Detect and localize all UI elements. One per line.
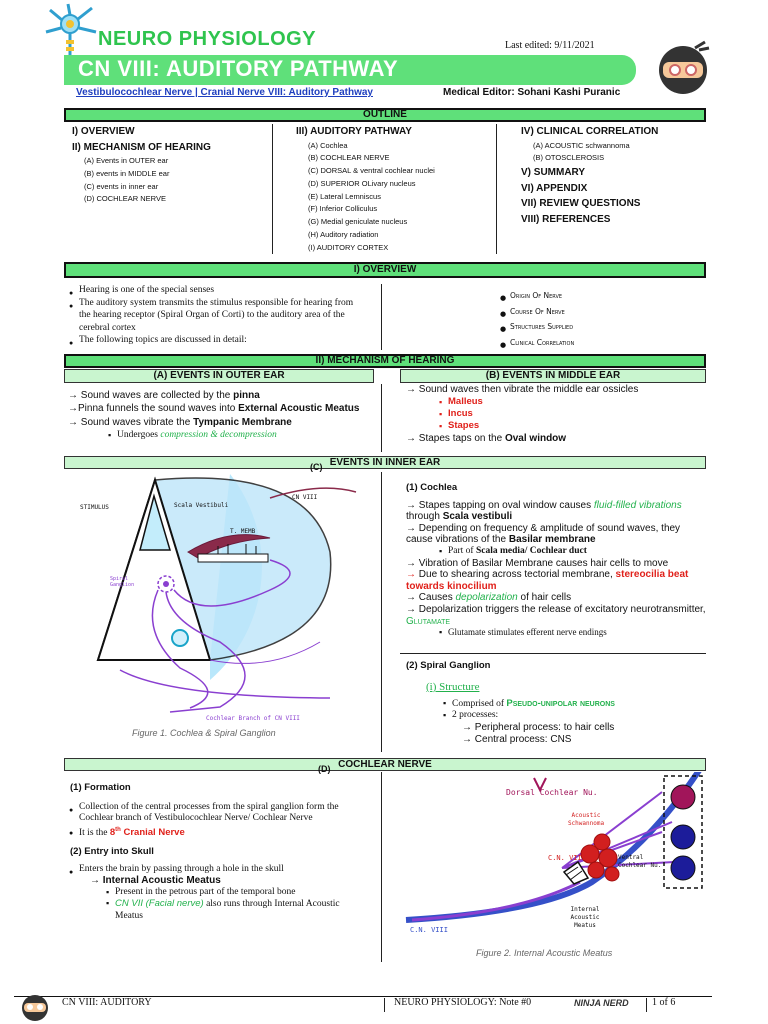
outline-item[interactable]: (C) events in inner ear bbox=[84, 181, 159, 191]
outline-heading-bar bbox=[64, 108, 706, 122]
brand-title: NEURO PHYSIOLOGY bbox=[98, 28, 317, 50]
inner-ear-prefix: (C) bbox=[310, 462, 323, 472]
outline-item[interactable]: V) SUMMARY bbox=[521, 167, 586, 179]
subtitle-link[interactable]: Vestibulocochlear Nerve | Cranial Nerve VIII: Auditory Pathway bbox=[76, 87, 373, 98]
topic-item: ● Origin Of Nerve bbox=[510, 288, 574, 304]
cochlea-line-3: → Vibration of Basilar Membrane causes hair cells to move bbox=[406, 557, 669, 569]
fig2-acoustic-label: Acoustic Schwannoma bbox=[567, 812, 605, 827]
ganglion-structure: (i) Structure bbox=[426, 680, 480, 693]
medical-editor: Medical Editor: Sohani Kashi Puranic bbox=[443, 87, 621, 98]
overview-item: ● The following topics are discussed in detail: bbox=[79, 334, 369, 347]
outline-item[interactable]: (A) ACOUSTIC schwannoma bbox=[533, 140, 630, 150]
outline-item[interactable]: (B) COCHLEAR NERVE bbox=[308, 153, 390, 163]
outline-col2 bbox=[296, 124, 492, 255]
cochlea-line-6-sub: ▪ Glutamate stimulates efferent nerve endings bbox=[448, 627, 748, 639]
fig1-stimulus-label: STIMULUS bbox=[80, 504, 109, 511]
fig1-branch-label: Cochlear Branch of CN VIII bbox=[206, 715, 300, 722]
mechanism-heading-bar bbox=[64, 354, 706, 368]
outline-item[interactable]: VIII) REFERENCES bbox=[521, 213, 611, 225]
ossicle-malleus: ▪ Malleus bbox=[448, 396, 748, 408]
outline-item[interactable]: (F) Inferior Colliculus bbox=[308, 204, 378, 214]
middle-line-2: → Stapes taps on the Oval window bbox=[406, 433, 567, 444]
outline-item[interactable]: IV) CLINICAL CORRELATION bbox=[521, 126, 659, 137]
entry-item-3: ▪ Present in the petrous part of the temporal bone bbox=[115, 887, 420, 899]
inner-ear-heading-bar bbox=[64, 456, 706, 469]
figure1-caption: Figure 1. Cochlea & Spiral Ganglion bbox=[132, 728, 276, 738]
formation-item-1: ● Collection of the central processes from the spiral ganglion form the Cochlear branch of Vestibulocochlear Nerve/ Cochlear Nerve bbox=[79, 802, 369, 825]
footer-logo: NINJA NERD bbox=[574, 998, 629, 1008]
outline-item[interactable]: (G) Medial geniculate nucleus bbox=[308, 217, 408, 227]
fig1-scala-label: Scala Vestibuli bbox=[174, 502, 229, 509]
fig1-cn-label: CN VIII bbox=[292, 494, 318, 501]
entry-item-4: ▪ CN VII (Facial nerve) also runs through Internal Acoustic Meatus bbox=[115, 898, 350, 922]
outline-col3 bbox=[521, 124, 711, 227]
footer-ninja-icon bbox=[18, 990, 52, 1022]
last-edited: Last edited: 9/11/2021 bbox=[505, 40, 595, 51]
iam-figure bbox=[402, 772, 706, 952]
outline-item[interactable]: (D) COCHLEAR NERVE bbox=[84, 194, 166, 204]
overview-item: ● The auditory system transmits the stimulus responsible for hearing from the hearing receptor (Spiral Organ of Corti) to the auditory area of the cerebral cortex bbox=[79, 297, 359, 335]
outline-item[interactable]: (C) DORSAL & ventral cochlear nuclei bbox=[308, 166, 435, 176]
cochlea-line-6: → Depolarization triggers the release of excitatory neurotransmitter, Glutamate bbox=[406, 603, 706, 627]
overview-heading: I) OVERVIEW bbox=[353, 264, 417, 275]
outline-item[interactable]: (B) events in MIDDLE ear bbox=[84, 168, 170, 178]
middle-line-1: → Sound waves then vibrate the middle ear ossicles bbox=[406, 384, 639, 395]
outer-line-1: → Sound waves are collected by the pinna bbox=[68, 390, 260, 401]
ossicle-stapes: ▪ Stapes bbox=[448, 420, 748, 432]
outline-item[interactable]: VI) APPENDIX bbox=[521, 182, 588, 194]
overview-topics bbox=[510, 288, 574, 350]
outline-item[interactable]: (I) AUDITORY CORTEX bbox=[308, 242, 389, 252]
title-bar bbox=[64, 55, 636, 85]
page-title: CN VIII: AUDITORY PATHWAY bbox=[78, 56, 399, 81]
outer-line-3: → Sound waves vibrate the Tympanic Membrane bbox=[68, 417, 292, 428]
entry-item-1: ● Enters the brain by passing through a hole in the skull bbox=[79, 864, 384, 876]
fig1-tmemb-label: T. MEMB bbox=[230, 528, 256, 535]
mechanism-heading: II) MECHANISM OF HEARING bbox=[315, 355, 455, 366]
outline-item[interactable]: II) MECHANISM OF HEARING bbox=[72, 141, 211, 153]
fig1-ganglion-label: Spiral Ganglion bbox=[110, 576, 135, 588]
outline-item[interactable]: (D) SUPERIOR OLivary nucleus bbox=[308, 178, 416, 188]
overview-list bbox=[79, 284, 369, 347]
outline-item[interactable]: (A) Events in OUTER ear bbox=[84, 156, 169, 165]
figure2-caption: Figure 2. Internal Acoustic Meatus bbox=[476, 948, 613, 958]
cochlea-line-5: → Causes depolarization of hair cells bbox=[406, 592, 572, 604]
footer-left: CN VIII: AUDITORY bbox=[62, 997, 152, 1008]
outline-heading: OUTLINE bbox=[363, 109, 407, 120]
entry-heading: (2) Entry into Skull bbox=[70, 846, 154, 858]
middle-ear-heading: (B) EVENTS IN MIDDLE EAR bbox=[485, 370, 621, 381]
formation-heading: (1) Formation bbox=[70, 782, 131, 793]
inner-ear-heading: EVENTS IN INNER EAR bbox=[329, 457, 441, 468]
cochlear-nerve-text bbox=[70, 782, 375, 922]
footer-mid: NEURO PHYSIOLOGY: Note #0 bbox=[394, 997, 532, 1008]
cochlea-figure bbox=[70, 472, 376, 732]
outline-item[interactable]: III) AUDITORY PATHWAY bbox=[296, 126, 412, 137]
overview-heading-bar bbox=[64, 262, 706, 278]
cochlea-line-2-sub: ▪ Part of Scala media/ Cochlear duct bbox=[448, 546, 748, 558]
middle-ear-heading-bar bbox=[400, 369, 706, 383]
ganglion-line-1: ▪ Comprised of Pseudo-unipolar neurons bbox=[452, 698, 752, 711]
outer-ear-content bbox=[68, 390, 368, 441]
cochlea-line-1: → Stapes tapping on oval window causes fluid-filled vibrations through Scala vestibuli bbox=[406, 499, 682, 523]
neuron-logo-icon bbox=[40, 2, 102, 60]
ganglion-heading: (2) Spiral Ganglion bbox=[406, 660, 491, 671]
outline-item[interactable]: (B) OTOSCLEROSIS bbox=[533, 153, 605, 163]
middle-ear-content bbox=[406, 384, 706, 445]
ninja-avatar-icon bbox=[655, 40, 711, 96]
outline-col1 bbox=[72, 124, 268, 206]
ossicle-incus: ▪ Incus bbox=[448, 408, 748, 420]
fig2-iam-label: Internal Acoustic Meatus bbox=[570, 906, 600, 929]
ganglion-process-1: → Peripheral process: to hair cells bbox=[462, 722, 615, 734]
fig2-cn8b-label: C.N. VIII bbox=[410, 926, 448, 934]
outer-ear-heading: (A) EVENTS IN OUTER EAR bbox=[153, 370, 285, 381]
fig2-dorsal-label: Dorsal Cochlear Nu. bbox=[506, 788, 598, 797]
formation-item-2: ● It is the 8th Cranial Nerve bbox=[79, 825, 384, 840]
cochlea-line-2: → Depending on frequency & amplitude of sound waves, they cause vibrations of the Basilar membrane bbox=[406, 522, 681, 546]
topic-item: ● Clinical Correlation bbox=[510, 335, 574, 351]
fig2-cn8-label: C.N. VIII bbox=[548, 854, 586, 862]
outer-sub: ▪ Undergoes compression & decompression bbox=[117, 429, 417, 441]
footer-page: 1 of 6 bbox=[652, 997, 676, 1008]
outer-ear-heading-bar bbox=[64, 369, 374, 383]
cochlear-nerve-prefix: (D) bbox=[318, 764, 331, 774]
outer-line-2: →Pinna funnels the sound waves into External Acoustic Meatus bbox=[68, 403, 360, 414]
topic-item: ● Structures Supplied bbox=[510, 319, 574, 335]
outline-item[interactable]: I) OVERVIEW bbox=[72, 126, 135, 137]
outline-item[interactable]: (A) Cochlea bbox=[308, 140, 348, 150]
outline-item[interactable]: VII) REVIEW QUESTIONS bbox=[521, 198, 641, 210]
entry-item-2: → Internal Acoustic Meatus bbox=[90, 875, 221, 887]
cochlea-heading: (1) Cochlea bbox=[406, 482, 458, 493]
cochlear-nerve-heading: COCHLEAR NERVE bbox=[338, 759, 432, 770]
ganglion-line-2: ▪ 2 processes: bbox=[452, 710, 752, 722]
cochlea-line-4: → Due to shearing across tectorial membrane, stereocilia beat towards kinocilium bbox=[406, 569, 689, 592]
ganglion-section bbox=[406, 660, 706, 746]
outline-item[interactable]: (E) Lateral Lemniscus bbox=[308, 191, 381, 201]
outline-item[interactable]: (H) Auditory radiation bbox=[308, 230, 379, 240]
fig2-ventral-label: Ventral Cochlear Nu. bbox=[618, 854, 662, 869]
ganglion-process-2: → Central process: CNS bbox=[462, 733, 572, 745]
topic-item: ● Course Of Nerve bbox=[510, 304, 574, 320]
overview-item: ● Hearing is one of the special senses bbox=[79, 284, 369, 297]
cochlear-nerve-heading-bar bbox=[64, 758, 706, 771]
cochlea-section bbox=[406, 482, 706, 639]
